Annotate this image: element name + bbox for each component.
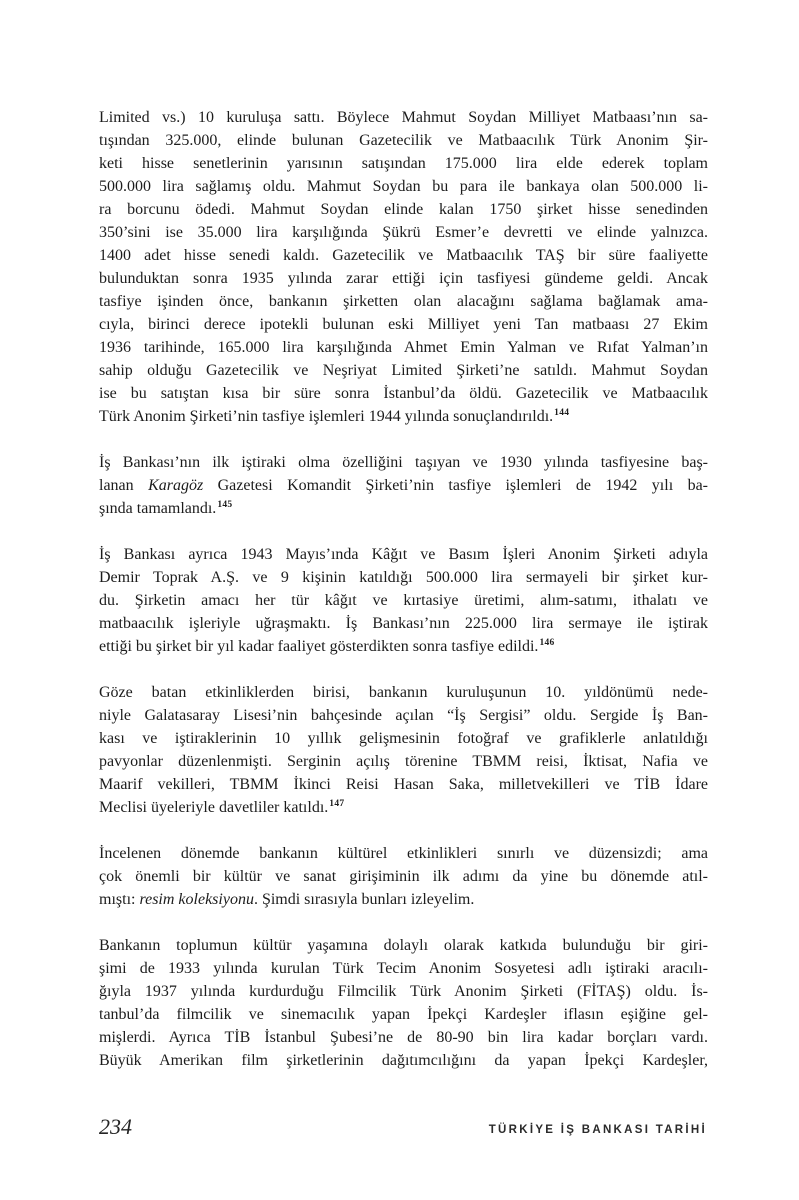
- text-run: ettiği bu şirket bir yıl kadar faaliyet gösterdikten sonra tasfiye edildi.: [99, 638, 539, 655]
- text-line: tanbul’da filmcilik ve sinemacılık yapan İpekçi Kardeşler iflasın eşiğine gel-: [99, 1006, 708, 1023]
- text-line: 500.000 lira sağlamış oldu. Mahmut Soydan bu para ile bankaya olan 500.000 li-: [99, 178, 708, 195]
- text-run: lanan: [99, 477, 149, 494]
- page-number: 234: [99, 1114, 132, 1139]
- text-line: çok önemli bir kültür ve sanat girişiminin ilk adımı da yine bu dönemde atıl-: [99, 868, 708, 885]
- text-run: Meclisi üyeleriyle davetliler katıldı.: [99, 799, 329, 816]
- paragraph: [99, 451, 708, 520]
- text-line: [99, 796, 708, 819]
- running-title: TÜRKİYE İŞ BANKASI TARİHİ: [488, 1124, 707, 1136]
- text-line: Göze batan etkinliklerden birisi, bankanın kuruluşunun 10. yıldönümü nede-: [99, 684, 708, 701]
- text-line: matbaacılık işleriyle uğraşmaktı. İş Bankası’nın 225.000 lira sermaye ile iştirak: [99, 615, 708, 632]
- text-line: [99, 497, 708, 520]
- text-line: bulunduktan sonra 1935 yılında zarar ettiği için tasfiyesi gündeme geldi. Ancak: [99, 270, 708, 287]
- text-line: Demir Toprak A.Ş. ve 9 kişinin katıldığı 500.000 lira sermayeli bir şirket kur-: [99, 569, 708, 586]
- paragraph: [99, 543, 708, 658]
- text-line: ğıyla 1937 yılında kurdurduğu Filmcilik Türk Anonim Şirketi (FİTAŞ) oldu. İs-: [99, 983, 708, 1000]
- text-line: [99, 888, 708, 911]
- text-line: mişlerdi. Ayrıca TİB İstanbul Şubesi’ne de 80-90 bin lira kadar borçları vardı.: [99, 1029, 708, 1046]
- text-line: ise bu satıştan kısa bir süre sonra İstanbul’da öldü. Gazetecilik ve Matbaacılık: [99, 385, 708, 402]
- footnote-ref-146: 146: [539, 638, 555, 648]
- text-line: ra borcunu ödedi. Mahmut Soydan elinde kalan 1750 şirket hisse senedinden: [99, 201, 708, 218]
- text-line: şimi de 1933 yılında kurulan Türk Tecim Anonim Sosyetesi adlı iştiraki aracılı-: [99, 960, 708, 977]
- text-line: 1936 tarihinde, 165.000 lira karşılığında Ahmet Emin Yalman ve Rıfat Yalman’ın: [99, 339, 708, 356]
- text-line: 350’sini ise 35.000 lira karşılığında Şükrü Esmer’e devretti ve elinde yalnızca.: [99, 224, 708, 241]
- italic-text: Karagöz: [148, 477, 204, 494]
- paragraph: [99, 106, 708, 428]
- italic-text: resim koleksiyonu: [139, 891, 254, 908]
- text-run: mıştı:: [99, 891, 140, 908]
- text-line: İncelenen dönemde bankanın kültürel etkinlikleri sınırlı ve düzensizdi; ama: [99, 845, 708, 862]
- text-line: tışından 325.000, elinde bulunan Gazetecilik ve Matbaacılık Türk Anonim Şir-: [99, 132, 708, 149]
- text-line: kası ve iştiraklerinin 10 yıllık gelişmesinin fotoğraf ve grafiklerle anlatıldığı: [99, 730, 708, 747]
- text-line: Büyük Amerikan film şirketlerinin dağıtımcılığını da yapan İpekçi Kardeşler,: [99, 1052, 708, 1069]
- text-run: Türk Anonim Şirketi’nin tasfiye işlemleri 1944 yılında sonuçlandırıldı.: [99, 408, 554, 425]
- text-line: 1400 adet hisse senedi kaldı. Gazetecilik ve Matbaacılık TAŞ bir süre faaliyette: [99, 247, 708, 264]
- text-line: niyle Galatasaray Lisesi’nin bahçesinde açılan “İş Sergisi” oldu. Sergide İş Ban-: [99, 707, 708, 724]
- text-run: . Şimdi sırasıyla bunları izleyelim.: [253, 891, 475, 908]
- text-line: tasfiye işinden önce, bankanın şirketten olan alacağını sağlama bağlamak ama-: [99, 293, 708, 310]
- text-run: şında tamamlandı.: [99, 500, 217, 517]
- footnote-ref-147: 147: [329, 799, 345, 809]
- text-line: Bankanın toplumun kültür yaşamına dolaylı olarak katkıda bulunduğu bir giri-: [99, 937, 708, 954]
- paragraph: [99, 934, 708, 1072]
- text-line: du. Şirketin amacı her tür kâğıt ve kırtasiye üretimi, alım-satımı, ithalatı ve: [99, 592, 708, 609]
- text-line: keti hisse senetlerinin yarısının satışından 175.000 lira elde ederek toplam: [99, 155, 708, 172]
- paragraph: [99, 681, 708, 819]
- text-line: pavyonlar düzenlenmişti. Serginin açılış törenine TBMM reisi, İktisat, Nafia ve: [99, 753, 708, 770]
- footnote-ref-145: 145: [217, 500, 233, 510]
- text-line: Limited vs.) 10 kuruluşa sattı. Böylece Mahmut Soydan Milliyet Matbaası’nın sa-: [99, 109, 708, 126]
- text-line: sahip olduğu Gazetecilik ve Neşriyat Limited Şirketi’ne satıldı. Mahmut Soydan: [99, 362, 708, 379]
- text-line: cıyla, birinci derece ipotekli bulunan eski Milliyet yeni Tan matbaası 27 Ekim: [99, 316, 708, 333]
- text-line: İş Bankası ayrıca 1943 Mayıs’ında Kâğıt ve Basım İşleri Anonim Şirketi adıyla: [99, 546, 708, 563]
- text-line: İş Bankası’nın ilk iştiraki olma özelliğini taşıyan ve 1930 yılında tasfiyesine baş-: [99, 454, 708, 471]
- paragraph: [99, 842, 708, 911]
- text-line: [99, 405, 708, 428]
- text-line: [99, 474, 708, 497]
- text-run: Gazetesi Komandit Şirketi’nin tasfiye işlemleri de 1942 yılı ba-: [203, 477, 708, 494]
- footnote-ref-144: 144: [554, 408, 570, 418]
- text-line: [99, 635, 708, 658]
- text-line: Maarif vekilleri, TBMM İkinci Reisi Hasan Saka, milletvekilleri ve TİB İdare: [99, 776, 708, 793]
- body-text: [99, 106, 708, 1095]
